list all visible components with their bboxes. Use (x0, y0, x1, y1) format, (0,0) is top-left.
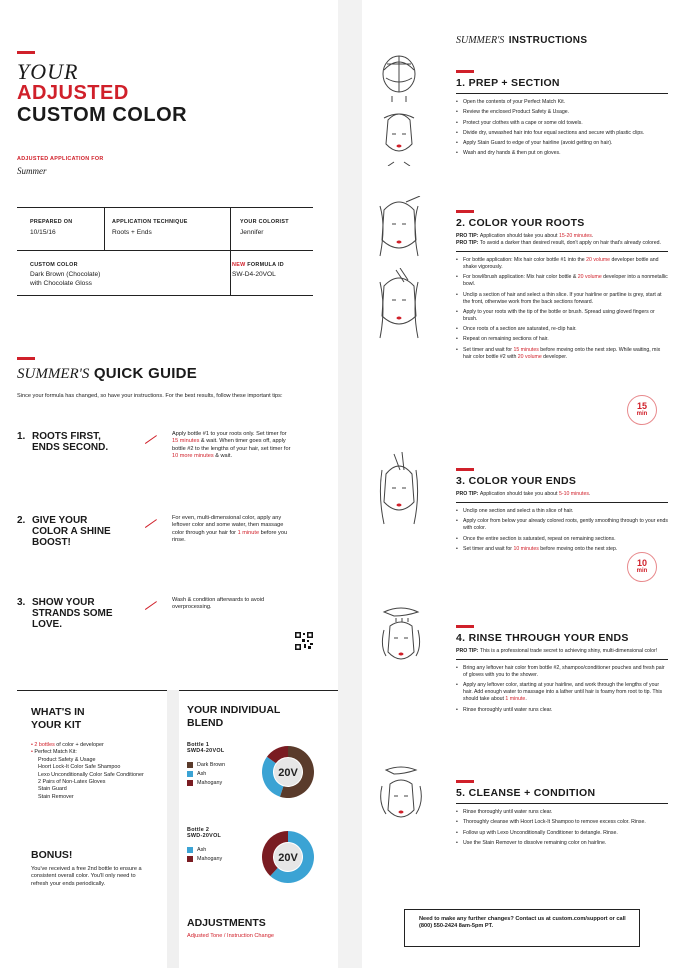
highlight-text: 5-10 minutes (558, 491, 589, 497)
kit-list-item (31, 764, 159, 771)
roots-application-illustration-1 (376, 196, 422, 266)
highlight-text: 15-20 minutes (558, 233, 592, 239)
accent-bar (456, 210, 474, 213)
instruction-step (456, 625, 668, 717)
step-bullet (456, 707, 668, 714)
text-run: before moving onto the next step. (538, 545, 618, 552)
roots-application-illustration-2 (376, 268, 422, 344)
slash-divider (145, 435, 157, 444)
legend-label: Ash (197, 846, 207, 853)
text-run: For bowl/brush application: Mix hair color bottle & (463, 274, 578, 281)
text-run: To avoid a darker than desired result, don't apply on hair that's already colored. (479, 240, 661, 246)
bottle-label: Bottle 1 (187, 742, 210, 748)
step-bullet (456, 819, 668, 826)
bottle-formula: SWD4-20VOL (187, 748, 225, 754)
contact-box (404, 909, 640, 947)
step-bullet (456, 508, 668, 515)
highlight-text: 20 volume (577, 274, 602, 281)
accent-bar (456, 780, 474, 783)
page-gutter (338, 0, 362, 968)
text-run: Bring any leftover hair color from bottle #2, shampoo/conditioner pouches and fresh pair of gloves with you to the shower. (463, 665, 665, 678)
highlight-text: 15 minutes (513, 346, 539, 353)
pro-tip (456, 491, 668, 498)
step-rule (456, 502, 668, 503)
kit-item-text: 2 bottles (34, 742, 55, 748)
step-bullet (456, 809, 668, 816)
adjustments-title: ADJUSTMENTS (187, 917, 266, 929)
text-run: Apply Stain Guard to edge of your hairline (avoid getting on hair). (463, 140, 613, 147)
step-title: 1. PREP + SECTION (456, 77, 560, 89)
item-number: 3. (17, 597, 26, 608)
blend-title-2: BLEND (187, 717, 224, 729)
item-title (32, 431, 142, 453)
step-title: 4. RINSE THROUGH YOUR ENDS (456, 632, 629, 644)
step-bullet (456, 274, 668, 288)
text-run: Wash & condition afterwards to avoid overprocessing. (172, 597, 265, 611)
grid-rule-top (17, 207, 313, 208)
blend-title-1: YOUR INDIVIDUAL (187, 704, 281, 716)
face-prep-illustration (378, 110, 420, 166)
item-title-line: SHOW YOUR (32, 597, 95, 608)
step-bullets (456, 99, 668, 157)
kit-item-text: 2 Pairs of Non-Latex Gloves (38, 779, 106, 786)
step-bullet (456, 326, 668, 333)
kit-list-item (31, 772, 159, 779)
timer-number: 10 (636, 558, 647, 568)
custom-color-line2: with Chocolate Gloss (30, 280, 92, 287)
rinse-illustration (376, 606, 426, 676)
grid-rule-mid (17, 250, 313, 251)
step-title: 3. COLOR YOUR ENDS (456, 475, 577, 487)
step-bullet (456, 309, 668, 323)
blend-donut-chart (258, 827, 318, 887)
timer-unit: min (636, 411, 648, 417)
text-run: developer into a nonmetallic bowl. (463, 274, 668, 288)
grid-divider-2 (230, 207, 231, 295)
step-title: 2. COLOR YOUR ROOTS (456, 217, 585, 229)
item-number: 2. (17, 515, 26, 526)
text-run: Once roots of a section are saturated, re-clip hair. (463, 326, 577, 333)
client-name: Summer (17, 166, 47, 176)
item-title (32, 515, 142, 548)
highlight-text: 10 more minutes (172, 453, 214, 460)
step-bullet (456, 840, 668, 847)
text-run: Unclip one section and select a thin slice of hair. (463, 508, 574, 514)
step-bullets (456, 665, 668, 714)
hero-adjusted: ADJUSTED (17, 82, 129, 104)
step-title: 5. CLEANSE + CONDITION (456, 787, 596, 799)
text-run: Application should take you about (479, 491, 559, 497)
item-title-line: BOOST! (32, 537, 71, 548)
timer-number: 15 (636, 401, 647, 411)
bottle-label: Bottle 2 (187, 827, 210, 833)
step-bullet (456, 665, 668, 679)
hero-custom-color: CUSTOM COLOR (17, 104, 188, 126)
bonus-text: You've received a free 2nd bottle to ensure a consistent overall color. You'll only need to refresh your ends periodically. (31, 866, 142, 887)
text-run: For bottle application: Mix hair color bottle #1 into the (463, 257, 587, 263)
text-run: Set timer and wait for (463, 346, 514, 353)
colorist-value: Jennifer (240, 229, 264, 236)
step-bullet (456, 536, 668, 543)
application-for-label: ADJUSTED APPLICATION FOR (17, 156, 104, 162)
kit-list-item (31, 779, 159, 786)
quick-guide-intro: Since your formula has changed, so have your instructions. For the best results, follow these important tips: (17, 393, 283, 399)
timer-badge-15 (627, 395, 657, 425)
text-run: Review the enclosed Product Safety & Usage. (463, 109, 570, 116)
instruction-step (456, 210, 668, 364)
text-run: Protect your clothes with a cape or some old towels. (463, 119, 583, 126)
bullet-dot: • (31, 749, 35, 756)
text-run: Repeat on remaining sections of hair. (463, 336, 549, 343)
kit-item-text: Hoort Lock-It Color Safe Shampoo (38, 764, 121, 771)
step-bullet (456, 347, 668, 361)
formula-id-value: SW-D4-20VOL (232, 271, 276, 278)
accent-bar (456, 70, 474, 73)
text-run: This is a professional trade secret to achieving shiny, multi-dimensional color! (479, 648, 658, 654)
quick-guide-name: SUMMER'S (17, 366, 90, 382)
highlight-text: 1 minute (237, 529, 260, 536)
text-run: before you rinse. (172, 529, 288, 544)
step-bullet (456, 682, 668, 703)
step-bullet (456, 257, 668, 271)
contact-text: Need to make any further changes? Contact us at custom.com/support or call (800) 550-2424 8am-5pm PT. (419, 916, 626, 930)
step-bullet (456, 830, 668, 837)
step-rule (456, 659, 668, 660)
kit-list-item (31, 749, 159, 756)
item-title-line: STRANDS SOME (32, 608, 113, 619)
step-bullet (456, 109, 668, 116)
accent-bar (456, 625, 474, 628)
legend-swatch (187, 762, 193, 768)
instructions-heading: INSTRUCTIONS (508, 35, 588, 46)
accent-bar (17, 51, 35, 54)
step-rule (456, 251, 668, 252)
kit-item-text: Perfect Match Kit: (34, 749, 77, 756)
timer-badge-10 (627, 552, 657, 582)
accent-bar (17, 357, 35, 360)
item-title-line: ROOTS FIRST, (32, 431, 101, 442)
text-run: PRO TIP: (456, 491, 480, 497)
text-run: Application should take you about (479, 233, 559, 239)
kit-item-text: Stain Guard (38, 786, 67, 793)
text-run: . (525, 696, 527, 703)
left-page (0, 0, 338, 968)
text-run: before moving onto the next step. While waiting, mix hair color bottle #2 with (463, 346, 661, 360)
adjustments-text: Adjusted Tone / Instruction Change (187, 933, 274, 939)
kit-item-text: Product Safety & Usage (38, 756, 96, 763)
technique-value: Roots + Ends (112, 229, 152, 236)
legend-swatch (187, 856, 193, 862)
colorist-label: YOUR COLORIST (240, 219, 289, 225)
instructions-title (456, 30, 587, 48)
slash-divider (145, 519, 157, 528)
kit-item-text: Stain Remover (38, 793, 74, 800)
text-run: For even, multi-dimensional color, apply any leftover color and some water, then massage color through your hair for (172, 515, 284, 536)
instruction-step (456, 468, 668, 556)
formula-new-tag: NEW (232, 262, 246, 268)
text-run: Once the entire section is saturated, repeat on remaining sections. (463, 535, 616, 542)
item-title-line: ENDS SECOND. (32, 442, 109, 453)
cleanse-illustration (376, 766, 426, 836)
custom-color-line1: Dark Brown (Chocolate) (30, 271, 101, 278)
pro-tip (456, 648, 668, 655)
item-title-line: LOVE. (32, 619, 63, 630)
head-sectioned-illustration (378, 52, 420, 104)
bottle-formula: SWD-20VOL (187, 833, 222, 839)
hero-your: YOUR (17, 59, 79, 84)
formula-label: FORMULA ID (247, 262, 284, 268)
text-run: Unclip a section of hair and select a thin slice. If your hairline or partline is grey, start at the front, otherwise work from the back sections forward. (463, 291, 662, 305)
text-run: Apply color from below your already colored roots, gently smoothing through to your ends with color. (463, 518, 669, 532)
custom-color-label: CUSTOM COLOR (30, 262, 78, 268)
legend-label: Ash (197, 770, 207, 777)
kit-list-item (31, 757, 159, 764)
item-number: 1. (17, 431, 26, 442)
step-bullet (456, 140, 668, 147)
text-run: Divide dry, unwashed hair into four equal sections and secure with plastic clips. (463, 129, 645, 136)
ends-application-illustration (376, 452, 422, 526)
legend-swatch (187, 771, 193, 777)
instruction-step (456, 780, 668, 850)
item-description (172, 515, 294, 545)
step-bullet (456, 518, 668, 532)
text-run: Apply to your roots with the tip of the bottle or brush. Spread using gloved fingers or brush. (463, 308, 655, 322)
formula-label-wrap (232, 262, 284, 268)
legend-label: Mahogany (197, 855, 223, 862)
step-bullet (456, 292, 668, 306)
technique-label: APPLICATION TECHNIQUE (112, 219, 188, 225)
text-run: developer. (541, 353, 568, 360)
step-bullets (456, 809, 668, 847)
step-bullet (456, 130, 668, 137)
blend-donut-chart (258, 742, 318, 802)
prepared-on-label: PREPARED ON (30, 219, 73, 225)
kit-item-text: Lexo Unconditionally Color Safe Conditioner (38, 771, 144, 778)
step-rule (456, 803, 668, 804)
text-run: Rinse thoroughly until water runs clear. (463, 706, 553, 713)
step-bullet (456, 120, 668, 127)
kit-item-rest: of color + developer (54, 742, 104, 748)
text-run: PRO TIP: (456, 648, 480, 654)
highlight-text: 15 minutes (172, 438, 200, 445)
item-description (172, 597, 294, 612)
quick-guide-title (17, 365, 197, 383)
text-run: & wait. When timer goes off, apply bottle #2 to the lengths of your hair, set timer for (172, 438, 291, 452)
bullet-dot: • (31, 742, 35, 748)
quick-guide-heading: QUICK GUIDE (93, 365, 198, 382)
slash-divider (145, 601, 157, 610)
text-run: developer bottle and shake vigorously. (463, 257, 659, 270)
text-run: PRO TIP: (456, 240, 480, 246)
legend-label: Dark Brown (197, 761, 226, 768)
text-run: . (588, 491, 591, 497)
text-run: & wait. (213, 453, 233, 460)
text-run: Apply any leftover color, starting at your hairline, and work through the lengths of your hair. Add enough water to massage into a lather until hair is foamy from root to tip. This should take about (463, 682, 663, 703)
text-run: Apply bottle #1 to your roots only. Set timer for (172, 431, 287, 437)
grid-divider-1 (104, 207, 105, 250)
step-bullet (456, 99, 668, 106)
column-divider (167, 690, 179, 968)
text-run: PRO TIP: (456, 233, 480, 239)
step-bullet (456, 336, 668, 343)
highlight-text: 20 volume (517, 353, 542, 360)
pro-tip (456, 240, 668, 247)
instructions-name: SUMMER'S (456, 35, 505, 46)
highlight-text: 20 volume (586, 257, 611, 263)
developer-label: 20V (278, 767, 298, 779)
legend-swatch (187, 780, 193, 786)
kit-list (31, 742, 159, 801)
prepared-on-value: 10/15/16 (30, 229, 56, 236)
kit-title-2: YOUR KIT (31, 719, 82, 731)
text-run: Rinse thoroughly until water runs clear. (463, 809, 553, 815)
kit-list-item (31, 794, 159, 801)
text-run: Set timer and wait for (463, 545, 514, 552)
pro-tip (456, 233, 668, 240)
text-run: Open the contents of your Perfect Match Kit. (463, 99, 566, 105)
grid-rule-bottom (17, 295, 313, 296)
text-run: Use the Stain Remover to dissolve remaining color on hairline. (463, 839, 607, 846)
legend-swatch (187, 847, 193, 853)
item-title-line: GIVE YOUR (32, 515, 88, 526)
right-page (362, 0, 690, 968)
step-bullets (456, 257, 668, 361)
bonus-title: BONUS! (31, 849, 73, 861)
item-title (32, 597, 142, 630)
text-run: Thoroughly cleanse with Hoort Lock-It Shampoo to remove excess color. Rinse. (463, 819, 646, 826)
timer-unit: min (636, 568, 648, 574)
step-bullet (456, 150, 668, 157)
text-run: . (591, 233, 594, 239)
kit-list-item (31, 742, 159, 749)
instruction-step (456, 70, 668, 161)
qr-code-icon (294, 631, 314, 651)
item-description (172, 431, 294, 461)
legend-label: Mahogany (197, 779, 223, 786)
accent-bar (456, 468, 474, 471)
highlight-text: 1 minute (505, 696, 526, 703)
item-title-line: COLOR A SHINE (32, 526, 111, 537)
kit-title-1: WHAT'S IN (31, 706, 85, 718)
developer-label: 20V (278, 852, 298, 864)
step-bullets (456, 508, 668, 553)
step-rule (456, 93, 668, 94)
highlight-text: 10 minutes (513, 545, 539, 552)
text-run: Wash and dry hands & then put on gloves. (463, 150, 561, 157)
text-run: Follow up with Lexo Unconditionally Conditioner to detangle. Rinse. (463, 829, 618, 836)
kit-list-item (31, 786, 159, 793)
